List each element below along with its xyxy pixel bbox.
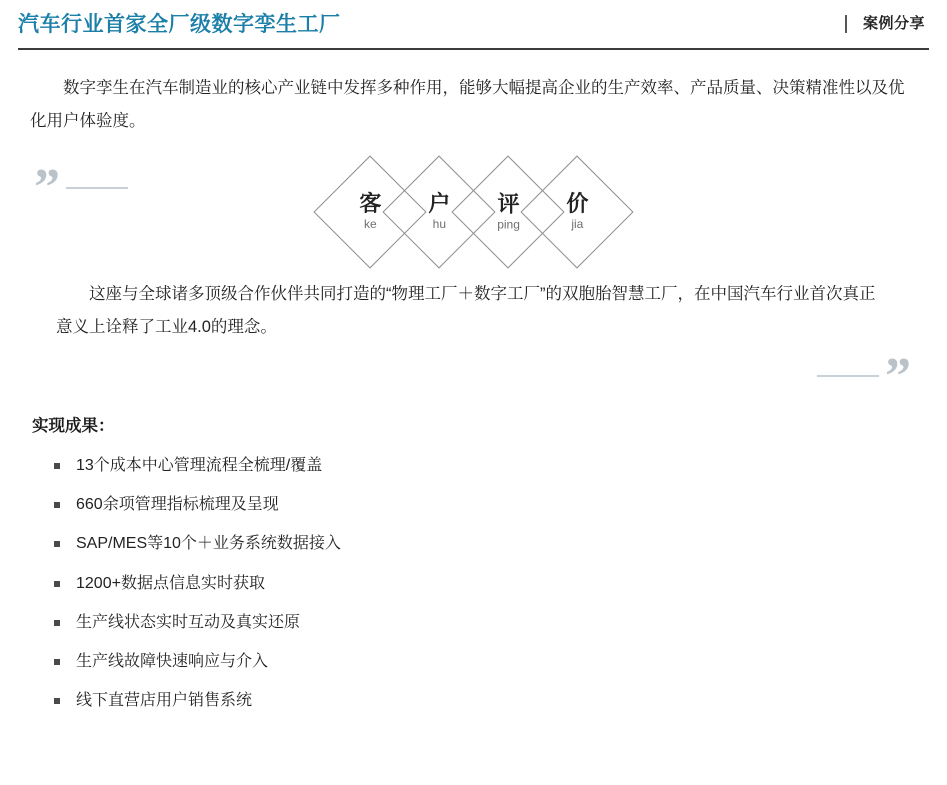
diamond-char: 评: [496, 191, 519, 217]
results-heading: 实现成果：: [32, 417, 115, 435]
page-title: 汽车行业首家全厂级数字孪生工厂: [18, 12, 341, 36]
customer-review-text: 这座与全球诸多顶级合作伙伴共同打造的“物理工厂＋数字工厂”的双胞胎智慧工厂，在中国汽车行业首次真正意义上诠释了工业4.0的理念。: [56, 285, 876, 336]
diamond-pinyin: hu: [432, 217, 446, 232]
diamond-pinyin: ke: [363, 217, 377, 232]
customer-review-block: [30, 159, 917, 405]
diamond-pinyin: jia: [570, 217, 584, 232]
list-item: 生产线状态实时互动及真实还原: [54, 603, 917, 642]
quote-close-dash: [817, 375, 879, 377]
diamond-pinyin: ping: [496, 217, 520, 232]
diamond-char: 客: [358, 191, 382, 217]
quote-close-mark: [817, 347, 911, 405]
document-body: [0, 50, 947, 720]
list-item: 1200+数据点信息实时获取: [54, 564, 917, 603]
diamond-cell: [520, 155, 633, 268]
quote-open-mark: [34, 159, 128, 216]
list-item: 13个成本中心管理流程全梳理/覆盖: [54, 446, 917, 485]
list-item: 线下直营店用户销售系统: [54, 681, 917, 720]
list-item: 生产线故障快速响应与介入: [54, 642, 917, 681]
results-section: [30, 412, 917, 720]
results-list: [32, 446, 917, 720]
diamond-char: 户: [427, 191, 451, 217]
list-item: SAP/MES等10个＋业务系统数据接入: [54, 524, 917, 563]
diamond-char: 价: [565, 191, 589, 217]
diamond-title-group: [30, 159, 917, 252]
quote-open-dash: [66, 187, 128, 189]
page-header: [0, 0, 947, 48]
quote-open-glyph: ”: [34, 159, 60, 216]
list-item: 660余项管理指标梳理及呈现: [54, 485, 917, 524]
header-category-tag: 案例分享: [845, 15, 925, 33]
quote-close-glyph: ”: [885, 347, 911, 405]
intro-paragraph: 数字孪生在汽车制造业的核心产业链中发挥多种作用，能够大幅提高企业的生产效率、产品质量、决策精准性以及优化用户体验度。: [30, 79, 905, 130]
